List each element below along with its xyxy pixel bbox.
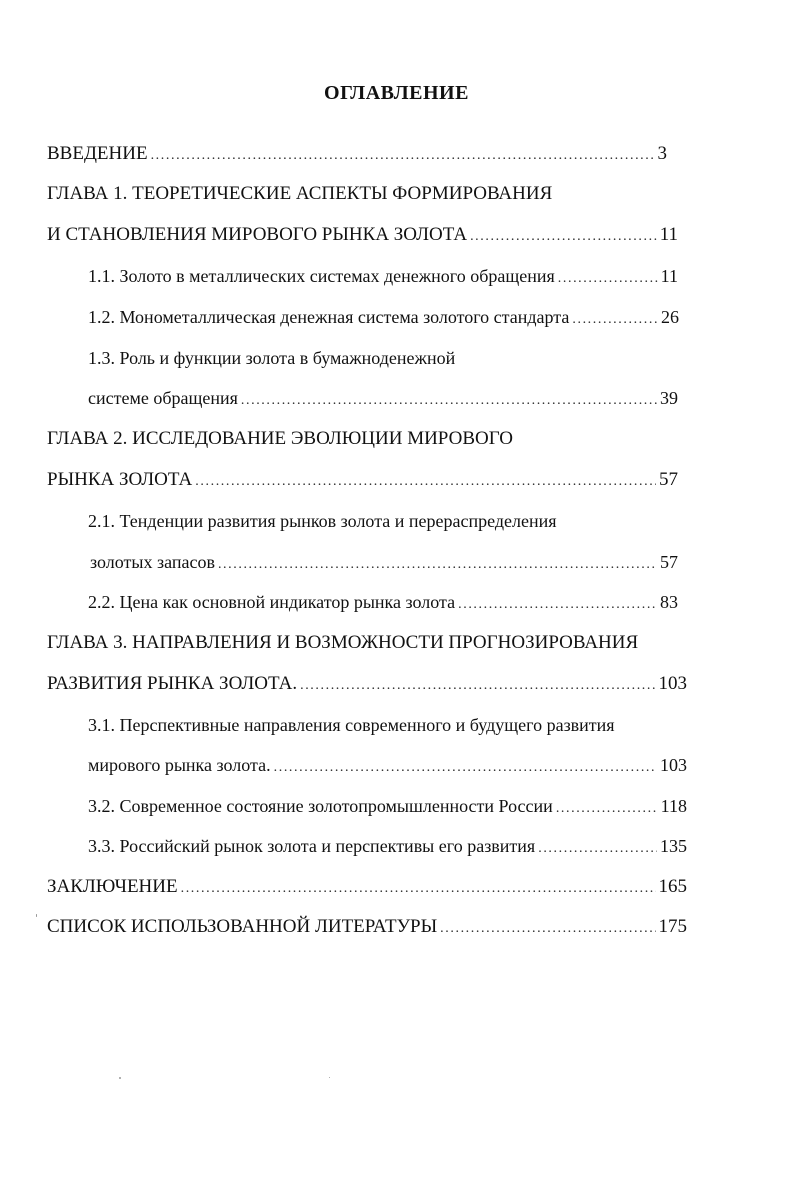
scan-speck: [36, 914, 37, 917]
toc-section-3-1-title: [88, 712, 615, 738]
toc-entry-page: 39: [660, 388, 678, 408]
toc-entry-page: 11: [660, 266, 678, 286]
toc-entry-page: 175: [658, 916, 687, 937]
toc-section-1-3-title: [88, 345, 455, 371]
toc-entry-text: золотых запасов: [90, 552, 215, 572]
toc-entry-text: ГЛАВА 3. НАПРАВЛЕНИЯ И ВОЗМОЖНОСТИ ПРОГНОЗИРОВАНИЯ: [47, 632, 639, 653]
toc-chapter-3-title: [47, 630, 638, 656]
toc-entry-text: 2.2. Цена как основной индикатор рынка золота: [88, 592, 456, 612]
toc-entry-text: 2.1. Тенденции развития рынков золота и перераспределения: [88, 511, 557, 531]
scan-speck: [119, 1077, 121, 1079]
dot-leader: [181, 876, 656, 902]
toc-entry-text: 3.1. Перспективные направления современного и будущего развития: [88, 715, 615, 735]
toc-section-1-1: [88, 263, 678, 289]
toc-section-3-1: [88, 752, 687, 778]
dot-leader: [458, 592, 657, 618]
dot-leader: [241, 388, 657, 414]
toc-entry-page: 103: [658, 673, 687, 694]
toc-entry-text: ГЛАВА 1. ТЕОРЕТИЧЕСКИЕ АСПЕКТЫ ФОРМИРОВАНИЯ: [47, 183, 553, 204]
toc-entry-text: РЫНКА ЗОЛОТА: [47, 469, 193, 490]
toc-entry-text: 1.1. Золото в металлических системах денежного обращения: [88, 266, 555, 286]
toc-entry-text: ЗАКЛЮЧЕНИЕ: [47, 876, 178, 897]
toc-section-1-3: [88, 385, 678, 411]
dot-leader: [538, 836, 657, 862]
toc-entry-text: СПИСОК ИСПОЛЬЗОВАННОЙ ЛИТЕРАТУРЫ: [47, 916, 438, 937]
toc-entry-page: 118: [660, 796, 687, 816]
toc-entry-page: 3: [657, 143, 667, 164]
toc-entry-text: мирового рынка золота.: [88, 755, 271, 775]
toc-entry-text: ГЛАВА 2. ИССЛЕДОВАНИЕ ЭВОЛЮЦИИ МИРОВОГО: [47, 428, 513, 449]
toc-entry-page: 135: [660, 836, 687, 856]
toc-entry-page: 26: [661, 307, 679, 327]
toc-entry-text: 1.3. Роль и функции золота в бумажноденежной: [88, 348, 456, 368]
toc-chapter-1: [47, 222, 678, 248]
dot-leader: [440, 916, 655, 942]
toc-entry-intro: [47, 141, 667, 167]
dot-leader: [556, 796, 658, 822]
toc-entry-text: системе обращения: [88, 388, 238, 408]
toc-entry-references: [47, 914, 687, 940]
toc-section-2-1-title: [88, 508, 557, 534]
toc-entry-text: 3.3. Российский рынок золота и перспективы его развития: [88, 836, 536, 856]
dot-leader: [572, 307, 658, 333]
toc-entry-text: РАЗВИТИЯ РЫНКА ЗОЛОТА.: [47, 673, 298, 694]
toc-entry-text: 3.2. Современное состояние золотопромышленности России: [88, 796, 553, 816]
toc-entry-text: 1.2. Монометаллическая денежная система золотого стандарта: [88, 307, 570, 327]
toc-entry-conclusion: [47, 874, 687, 900]
toc-chapter-2: [47, 467, 678, 493]
toc-entry-text: ВВЕДЕНИЕ: [47, 143, 148, 164]
dot-leader: [195, 469, 656, 495]
toc-entry-page: 11: [659, 224, 678, 245]
toc-title: ОГЛАВЛЕНИЕ: [324, 82, 469, 104]
scan-speck: [329, 1077, 330, 1078]
toc-section-1-2: [88, 304, 679, 330]
dot-leader: [470, 224, 657, 250]
toc-chapter-1-title: [47, 181, 552, 207]
toc-chapter-3: [47, 671, 687, 697]
toc-entry-text: И СТАНОВЛЕНИЯ МИРОВОГО РЫНКА ЗОЛОТА: [47, 224, 468, 245]
toc-entry-page: 103: [660, 755, 687, 775]
toc-entry-page: 83: [660, 592, 678, 612]
toc-section-3-3: [88, 833, 687, 859]
dot-leader: [558, 266, 658, 292]
dot-leader: [274, 755, 657, 781]
dot-leader: [151, 143, 655, 169]
toc-entry-page: 57: [659, 469, 678, 490]
toc-section-2-2: [88, 589, 678, 615]
toc-entry-page: 165: [658, 876, 687, 897]
toc-section-2-1: [90, 549, 678, 575]
dot-leader: [300, 673, 655, 699]
dot-leader: [218, 552, 657, 578]
toc-chapter-2-title: [47, 426, 513, 452]
toc-entry-page: 57: [660, 552, 678, 572]
toc-section-3-2: [88, 793, 687, 819]
